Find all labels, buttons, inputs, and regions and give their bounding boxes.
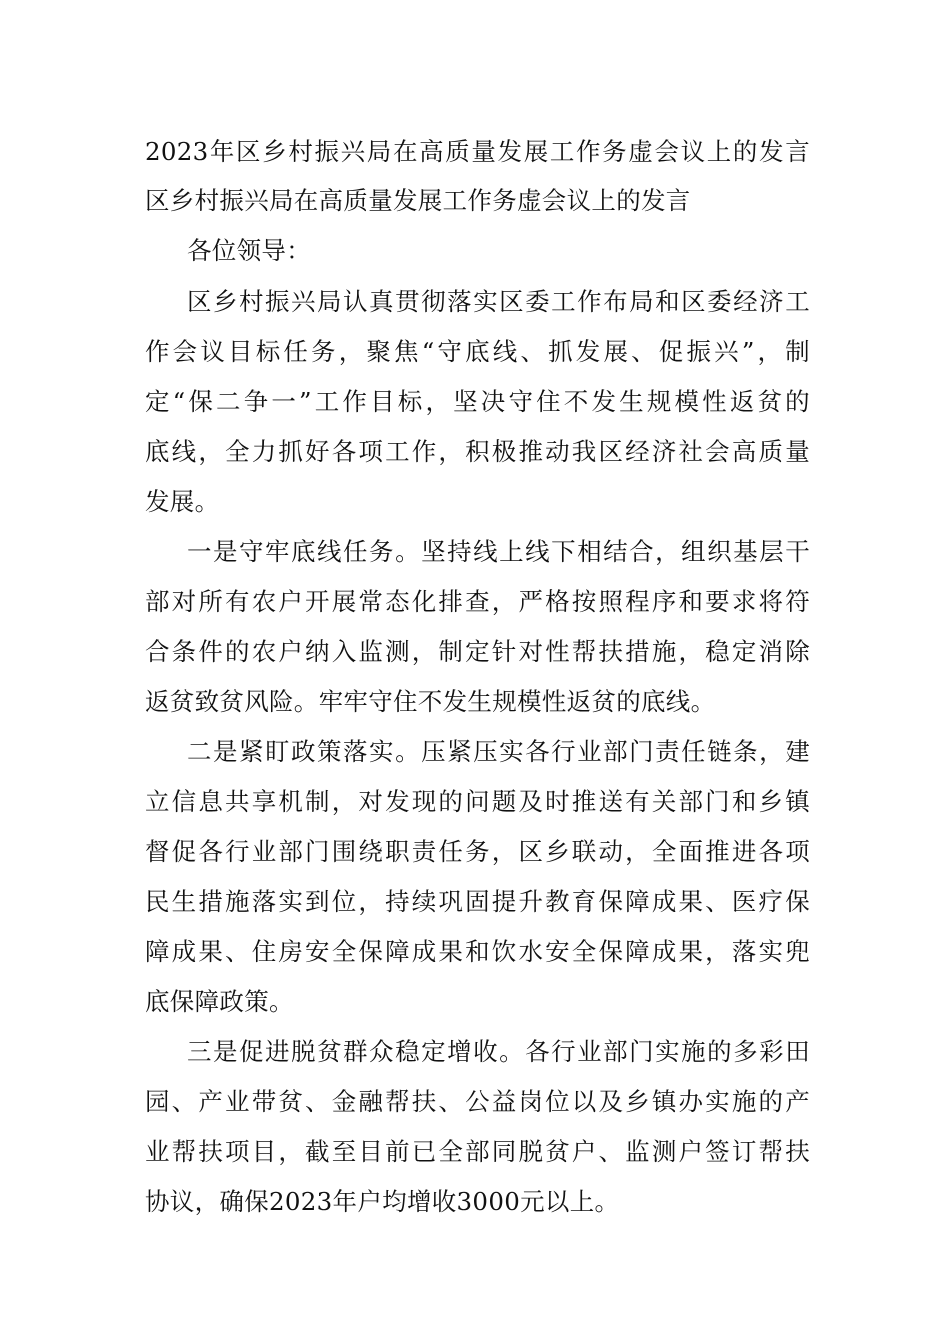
paragraph-line: 一是守牢底线任务。坚持线上线下相结合，组织基层干	[187, 537, 810, 566]
paragraph-line: 区乡村振兴局认真贯彻落实区委工作布局和区委经济工	[187, 287, 810, 316]
document-title: 2023年区乡村振兴局在高质量发展工作务虚会议上的发言	[145, 137, 810, 166]
paragraph-line: 部对所有农户开展常态化排查，严格按照程序和要求将符	[145, 587, 810, 616]
paragraph-line: 作会议目标任务，聚焦“守底线、抓发展、促振兴”，制	[145, 337, 810, 366]
paragraph-line: 二是紧盯政策落实。压紧压实各行业部门责任链条，建	[187, 737, 810, 766]
paragraph-line: 园、产业带贫、金融帮扶、公益岗位以及乡镇办实施的产	[145, 1087, 810, 1116]
paragraph-line: 合条件的农户纳入监测，制定针对性帮扶措施，稳定消除	[145, 637, 810, 666]
paragraph-line: 底保障政策。	[145, 987, 294, 1016]
paragraph-line: 返贫致贫风险。牢牢守住不发生规模性返贫的底线。	[145, 687, 716, 716]
paragraph-line: 业帮扶项目，截至目前已全部同脱贫户、监测户签订帮扶	[145, 1137, 810, 1166]
paragraph-line: 立信息共享机制，对发现的问题及时推送有关部门和乡镇	[145, 787, 810, 816]
paragraph-line: 定“保二争一”工作目标，坚决守住不发生规模性返贫的	[145, 387, 810, 416]
document-subtitle: 区乡村振兴局在高质量发展工作务虚会议上的发言	[145, 186, 691, 215]
paragraph-line: 底线，全力抓好各项工作，积极推动我区经济社会高质量	[145, 437, 810, 466]
paragraph-line: 三是促进脱贫群众稳定增收。各行业部门实施的多彩田	[187, 1037, 810, 1066]
paragraph-line: 障成果、住房安全保障成果和饮水安全保障成果，落实兜	[145, 937, 810, 966]
paragraph-line: 民生措施落实到位，持续巩固提升教育保障成果、医疗保	[145, 887, 810, 916]
paragraph-line: 督促各行业部门围绕职责任务，区乡联动，全面推进各项	[145, 837, 810, 866]
salutation: 各位领导：	[187, 236, 311, 265]
paragraph-line: 协议，确保2023年户均增收3000元以上。	[145, 1187, 620, 1216]
paragraph-line: 发展。	[145, 487, 220, 516]
